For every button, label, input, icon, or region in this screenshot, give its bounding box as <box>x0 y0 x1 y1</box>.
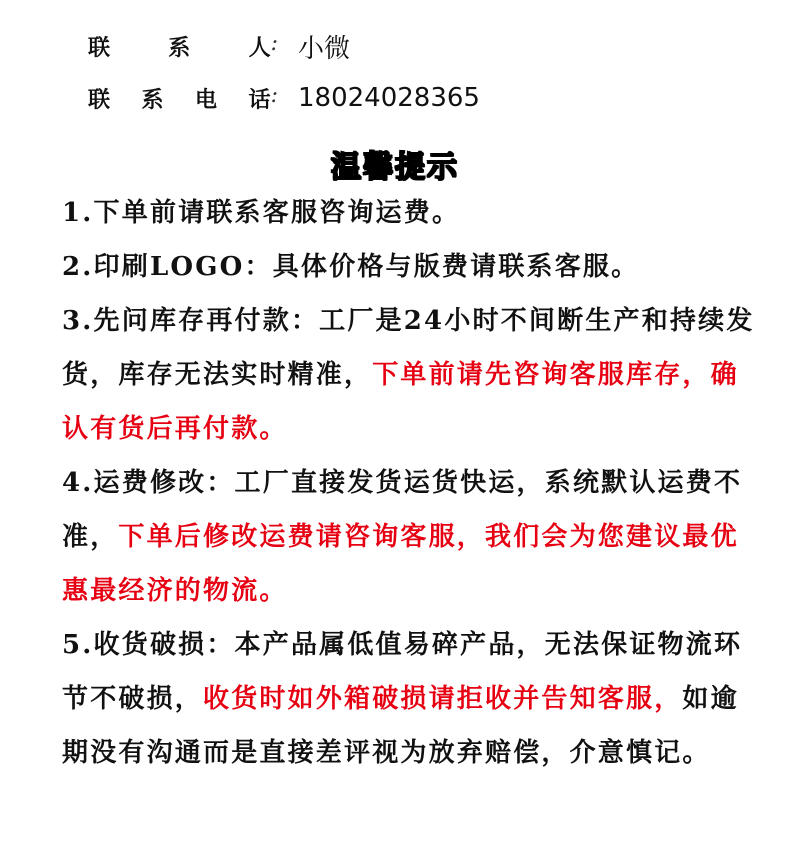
tip-highlight: 收货时如外箱破损请拒收并告知客服， <box>203 684 683 714</box>
tip-item-4 <box>62 456 762 618</box>
tip-item-1 <box>62 186 762 240</box>
contact-person-value: 小微 <box>298 33 351 64</box>
contact-phone-label <box>88 83 278 114</box>
tip-item-5 <box>62 618 762 780</box>
contact-person-row <box>88 26 350 66</box>
tip-text: 3.先问库存再付款：工厂是24小时不间断生产和持续发货，库存无法实时精准， <box>62 306 755 390</box>
label-char: 电 <box>195 86 218 113</box>
tip-item-2 <box>62 240 762 294</box>
label-char <box>249 83 278 114</box>
tips-list <box>62 186 762 780</box>
label-char: 系 <box>141 86 164 113</box>
notice-heading: 温馨提示 <box>331 150 459 185</box>
contact-person-label <box>88 31 278 62</box>
contact-phone-value: 18024028365 <box>298 83 480 113</box>
label-colon: : <box>270 82 278 108</box>
tip-tail: 如逾期没有沟通而是直接差评视为放弃赔偿，介意慎记。 <box>62 684 739 768</box>
label-colon: : <box>270 30 278 56</box>
tip-highlight: 下单前请先咨询客服库存，确认有货后再付款。 <box>62 360 739 444</box>
label-char <box>249 31 278 62</box>
label-char-text: 话 <box>248 86 271 113</box>
tip-text: 5.收货破损：本产品属低值易碎产品，无法保证物流环节不破损， <box>62 630 743 714</box>
tip-highlight: 下单后修改运费请咨询客服，我们会为您建议最优惠最经济的物流。 <box>62 522 739 606</box>
tip-text: 2.印刷LOGO：具体价格与版费请联系客服。 <box>62 252 640 282</box>
label-char: 联 <box>88 34 111 61</box>
label-char-text: 人 <box>248 34 271 61</box>
tip-item-3 <box>62 294 762 456</box>
label-char: 联 <box>88 86 111 113</box>
contact-phone-row <box>88 78 480 118</box>
label-char: 系 <box>168 34 191 61</box>
tip-text: 4.运费修改：工厂直接发货运货快运，系统默认运费不准， <box>62 468 743 552</box>
tip-text: 1.下单前请联系客服咨询运费。 <box>62 198 461 228</box>
